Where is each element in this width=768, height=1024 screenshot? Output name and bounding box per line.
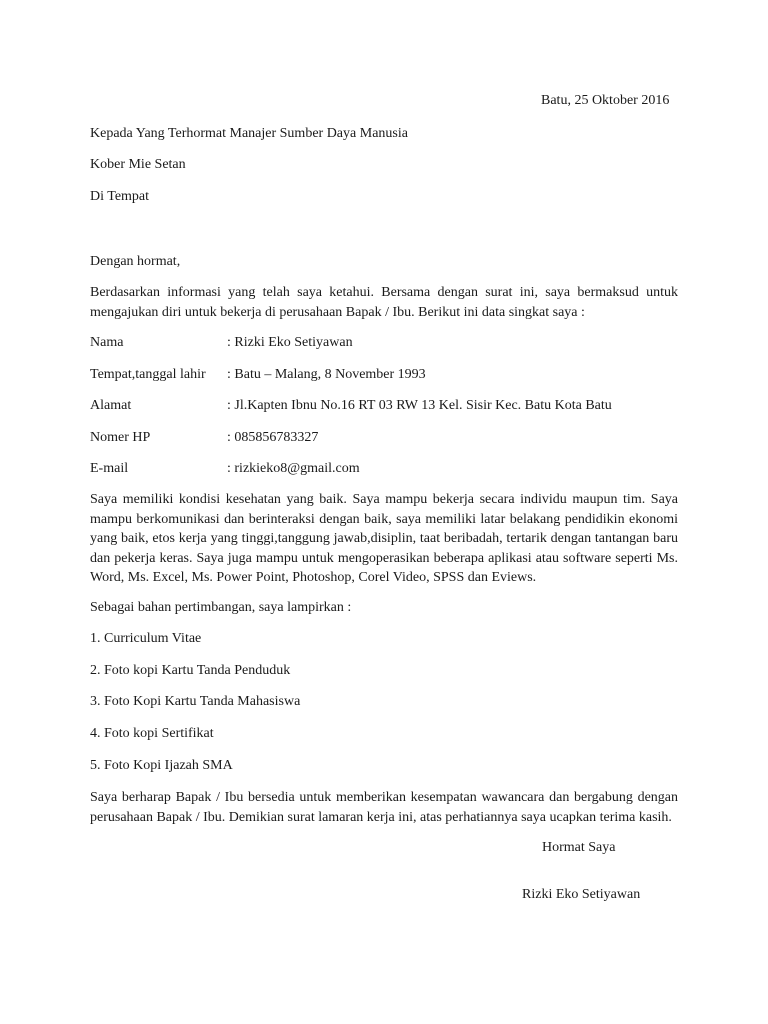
- location-line: Di Tempat: [90, 189, 150, 204]
- attachment-item: 5. Foto Kopi Ijazah SMA: [90, 758, 233, 773]
- attachments-intro: Sebagai bahan pertimbangan, saya lampirkan :: [90, 600, 352, 615]
- salutation: Dengan hormat,: [90, 254, 181, 269]
- field-value-birth: : Batu – Malang, 8 November 1993: [227, 367, 426, 382]
- field-value-nama: : Rizki Eko Setiyawan: [227, 335, 353, 350]
- recipient-line: Kepada Yang Terhormat Manajer Sumber Daya Manusia: [90, 126, 408, 141]
- field-value-alamat: : Jl.Kapten Ibnu No.16 RT 03 RW 13 Kel. Sisir Kec. Batu Kota Batu: [227, 398, 612, 413]
- attachment-item: 2. Foto kopi Kartu Tanda Penduduk: [90, 663, 291, 678]
- field-value-email: : rizkieko8@gmail.com: [227, 461, 360, 476]
- letter-date: Batu, 25 Oktober 2016: [541, 93, 670, 108]
- field-label-email: E-mail: [90, 461, 129, 476]
- skills-paragraph: Saya memiliki kondisi kesehatan yang baik. Saya mampu bekerja secara individu maupun tim. Saya mampu berkomunikasi dan berinteraksi dengan baik, saya memiliki latar belakang pendidikin ekonomi yang baik, etos kerja yang tinggi,tanggung jawab,disiplin, taat beribadah, tertarik dengan tantangan baru dan pekerja keras. Saya juga mampu untuk mengoperasikan beberapa aplikasi atau software seperti Ms. Word, Ms. Excel, Ms. Power Point, Photoshop, Corel Video, SPSS dan Eviews.: [90, 492, 678, 585]
- attachment-item: 1. Curriculum Vitae: [90, 631, 202, 646]
- intro-paragraph: Berdasarkan informasi yang telah saya ketahui. Bersama dengan surat ini, saya bermaksud untuk mengajukan diri untuk bekerja di perusahaan Bapak / Ibu. Berikut ini data singkat saya :: [90, 285, 678, 320]
- attachment-item: 4. Foto kopi Sertifikat: [90, 726, 214, 741]
- signature-name: Rizki Eko Setiyawan: [522, 887, 641, 902]
- field-label-alamat: Alamat: [90, 398, 132, 413]
- closing-paragraph: Saya berharap Bapak / Ibu bersedia untuk memberikan kesempatan wawancara dan bergabung dengan perusahaan Bapak / Ibu. Demikian surat lamaran kerja ini, atas perhatiannya saya ucapkan terima kasih.: [90, 790, 678, 825]
- field-value-phone: : 085856783327: [227, 430, 319, 445]
- field-label-nama: Nama: [90, 335, 124, 350]
- company-name: Kober Mie Setan: [90, 157, 186, 172]
- field-label-phone: Nomer HP: [90, 430, 151, 445]
- field-label-birth: Tempat,tanggal lahir: [90, 367, 206, 382]
- closing-text: Hormat Saya: [542, 840, 616, 855]
- attachment-item: 3. Foto Kopi Kartu Tanda Mahasiswa: [90, 694, 301, 709]
